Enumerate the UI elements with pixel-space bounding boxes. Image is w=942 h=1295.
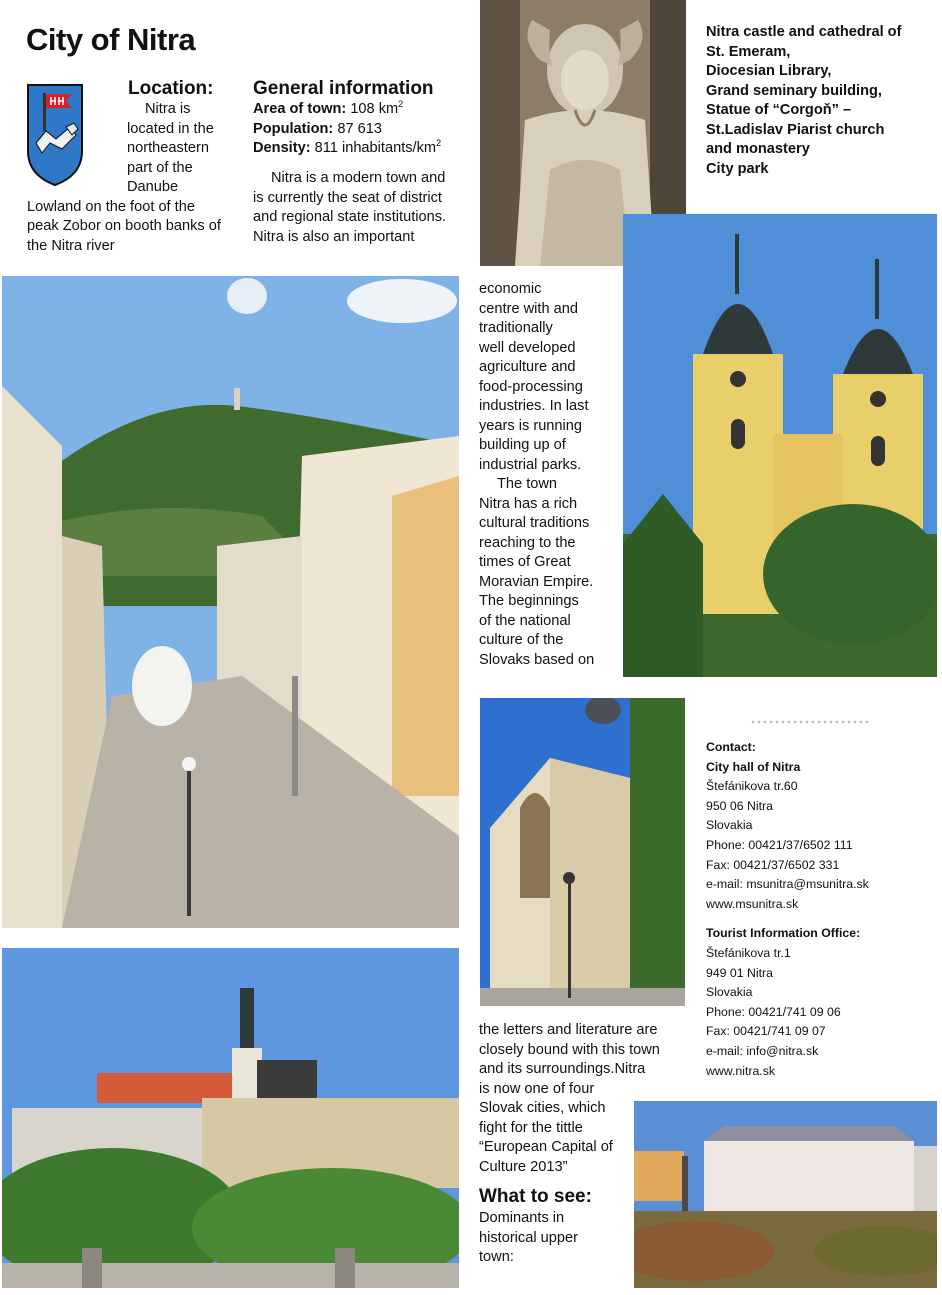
city-hall-line: Štefánikova tr.60: [706, 779, 798, 794]
sight-item: St. Emeram,: [706, 43, 791, 60]
see-line: historical upper: [479, 1229, 578, 1246]
dotted-divider: [750, 720, 870, 724]
middle-line: times of Great: [479, 554, 571, 570]
middle-line: of the national: [479, 612, 571, 629]
city-hall-email[interactable]: e-mail: msunitra@msunitra.sk: [706, 877, 869, 892]
middle-line: well developed: [479, 339, 576, 356]
tourist-office-line: Štefánikova tr.1: [706, 945, 791, 960]
tourist-office-line: 949 01 Nitra: [706, 965, 773, 980]
general-line: is currently the seat of district: [253, 189, 442, 206]
contact-heading: Contact:: [706, 740, 756, 754]
location-line: Nitra is: [145, 101, 191, 117]
city-hall-line: 950 06 Nitra: [706, 798, 773, 813]
city-hall-line: Fax: 00421/37/6502 331: [706, 857, 840, 872]
location-line: Lowland on the foot of the: [27, 198, 195, 215]
middle-line: agriculture and: [479, 359, 576, 375]
see-line: Dominants in: [479, 1210, 565, 1226]
middle-line: reaching to the: [479, 534, 576, 551]
bottom-line: “European Capital of: [479, 1139, 613, 1155]
sights-list: [706, 23, 926, 179]
city-hall-name: City hall of Nitra: [706, 759, 801, 774]
sight-item: Statue of “Corgoň” –: [706, 102, 852, 118]
area-row: Area of town: 108 $km^2$: [253, 99, 404, 117]
location-line: peak Zobor on booth banks of: [27, 218, 221, 234]
middle-line: Moravian Empire.: [479, 573, 594, 590]
sight-item: St.Ladislav Piarist church: [706, 121, 885, 138]
density-row: Density: 811 inhabitants/$km^2$: [253, 138, 442, 156]
contact-block: [706, 738, 926, 1081]
location-heading: Location:: [128, 78, 214, 99]
sight-item: Nitra castle and cathedral of: [706, 24, 902, 40]
coat-of-arms-icon: [26, 83, 84, 187]
population-row: Population: 87 613: [253, 120, 382, 137]
location-line: located in the: [127, 120, 214, 137]
middle-line: Nitra has a rich: [479, 495, 578, 512]
middle-column-text: [479, 280, 619, 670]
what-to-see-heading: What to see:: [479, 1186, 592, 1207]
sight-item: and monastery: [706, 141, 810, 157]
tourist-office-name: Tourist Information Office:: [706, 926, 861, 941]
synagogue-photo: [480, 698, 685, 1006]
cathedral-photo: [623, 214, 937, 677]
bottom-line: fight for the tittle: [479, 1119, 583, 1136]
middle-line: The town: [497, 476, 558, 492]
castle-park-photo: [2, 948, 459, 1288]
general-text: [253, 169, 468, 247]
location-text-wide: [27, 198, 247, 257]
general-line: Nitra is also an important: [253, 228, 415, 245]
general-line: Nitra is a modern town and: [271, 170, 446, 186]
middle-line: industrial parks.: [479, 456, 582, 473]
what-to-see-text: [479, 1209, 629, 1268]
location-line: part of the: [127, 159, 193, 176]
middle-line: food-processing: [479, 378, 583, 395]
middle-line: industries. In last: [479, 398, 589, 414]
location-line: the Nitra river: [27, 237, 115, 254]
sight-item: Grand seminary building,: [706, 82, 882, 99]
location-line: northeastern: [127, 140, 209, 156]
middle-line: culture of the: [479, 632, 564, 648]
middle-line: traditionally: [479, 320, 553, 336]
tourist-office-line: Slovakia: [706, 985, 753, 1000]
location-line: Danube: [127, 179, 179, 195]
city-hall-website[interactable]: www.msunitra.sk: [706, 896, 799, 911]
city-hall-line: Slovakia: [706, 818, 753, 833]
middle-line: Slovaks based on: [479, 651, 595, 668]
sight-item: City park: [706, 160, 769, 177]
bottom-line: closely bound with this town: [479, 1041, 660, 1058]
general-line: and regional state institutions.: [253, 209, 447, 225]
middle-line: years is running: [479, 417, 583, 434]
middle-line: The beginnings: [479, 593, 579, 609]
middle-line: building up of: [479, 437, 566, 453]
tourist-office-line: Fax: 00421/741 09 07: [706, 1024, 826, 1039]
general-stats: [253, 100, 468, 159]
see-line: town:: [479, 1249, 514, 1265]
bottom-line: Culture 2013”: [479, 1158, 568, 1175]
tourist-office-email[interactable]: e-mail: info@nitra.sk: [706, 1043, 819, 1058]
bottom-line: Slovak cities, which: [479, 1100, 606, 1116]
middle-line: centre with and: [479, 300, 578, 317]
tourist-office-website[interactable]: www.nitra.sk: [706, 1063, 776, 1078]
palace-photo: [634, 1101, 937, 1288]
general-heading: General information: [253, 78, 434, 99]
page-title: City of Nitra: [26, 22, 196, 57]
middle-line: economic: [479, 281, 542, 297]
bottom-line: is now one of four: [479, 1080, 595, 1097]
bottom-line: and its surroundings.Nitra: [479, 1061, 646, 1077]
middle-line: cultural traditions: [479, 515, 590, 531]
city-hall-line: Phone: 00421/37/6502 111: [706, 837, 853, 852]
street-photo: [2, 276, 459, 928]
sight-item: Diocesian Library,: [706, 63, 832, 79]
location-text: [127, 100, 237, 198]
bottom-line: the letters and literature are: [479, 1022, 658, 1038]
tourist-office-line: Phone: 00421/741 09 06: [706, 1004, 841, 1019]
